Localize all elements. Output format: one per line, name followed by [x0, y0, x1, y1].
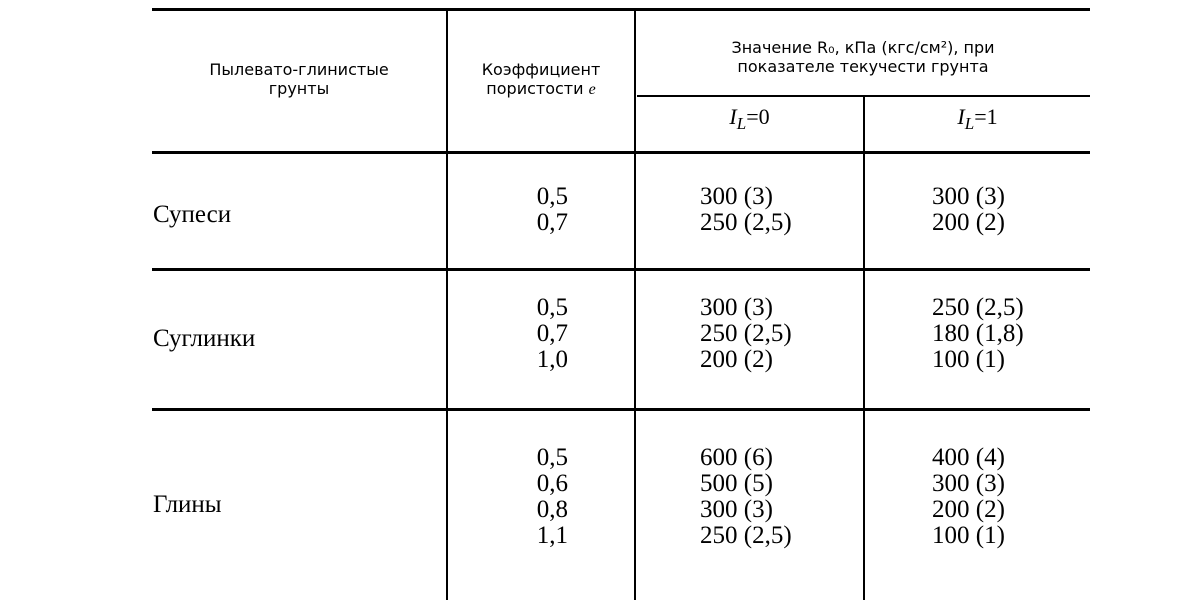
header-soil-type	[152, 60, 446, 98]
header-il1	[865, 104, 1090, 134]
il1-subscript: L	[964, 114, 975, 133]
column-divider	[863, 271, 865, 408]
soil-name: Суглинки	[153, 325, 256, 352]
resistance-value: 250 (2,5)	[700, 209, 792, 236]
column-divider	[634, 154, 636, 268]
header-value-group-line1: Значение R₀, кПа (кгс/см²), при	[731, 38, 995, 57]
porosity-value: 0,8	[536, 496, 568, 523]
header-value-group	[636, 38, 1090, 76]
column-divider	[446, 154, 448, 268]
row-divider	[152, 268, 1090, 271]
il1-values	[932, 445, 1005, 549]
il0-values	[700, 295, 792, 373]
resistance-value: 200 (2)	[700, 346, 773, 373]
porosity-values	[504, 184, 568, 236]
porosity-values	[504, 295, 568, 373]
column-divider	[446, 271, 448, 408]
column-divider	[634, 271, 636, 408]
soil-name: Глины	[153, 491, 222, 518]
resistance-value: 100 (1)	[932, 346, 1005, 373]
porosity-value: 1,0	[536, 346, 568, 373]
resistance-value: 300 (3)	[932, 470, 1005, 497]
il0-symbol: I	[729, 104, 737, 129]
porosity-value: 0,5	[536, 444, 568, 471]
row-divider	[152, 408, 1090, 411]
porosity-value: 0,6	[536, 470, 568, 497]
header-porosity-symbol: e	[588, 81, 596, 98]
resistance-value: 250 (2,5)	[932, 294, 1024, 321]
il1-symbol: I	[957, 104, 965, 129]
column-divider	[446, 411, 448, 600]
il0-values	[700, 184, 792, 236]
resistance-value: 100 (1)	[932, 522, 1005, 549]
resistance-value: 200 (2)	[932, 496, 1005, 523]
porosity-value: 0,7	[536, 320, 568, 347]
resistance-value: 300 (3)	[700, 294, 773, 321]
header-soil-type-line2: грунты	[268, 79, 330, 98]
porosity-value: 1,1	[536, 522, 568, 549]
resistance-value: 200 (2)	[932, 209, 1005, 236]
header-bottom-rule	[152, 151, 1090, 154]
resistance-value: 300 (3)	[932, 183, 1005, 210]
il1-values	[932, 295, 1024, 373]
column-divider	[863, 154, 865, 268]
il0-values	[700, 445, 792, 549]
resistance-value: 180 (1,8)	[932, 320, 1024, 347]
header-value-group-line2: показателе текучести грунта	[737, 57, 989, 76]
porosity-value: 0,5	[536, 183, 568, 210]
il1-values	[932, 184, 1005, 236]
resistance-value: 300 (3)	[700, 496, 773, 523]
header-porosity	[448, 60, 634, 99]
porosity-value: 0,7	[536, 209, 568, 236]
resistance-value: 250 (2,5)	[700, 522, 792, 549]
il0-subscript: L	[736, 114, 747, 133]
resistance-value: 400 (4)	[932, 444, 1005, 471]
header-il0	[636, 104, 863, 134]
header-soil-type-line1: Пылевато-глинистые	[209, 60, 389, 79]
il1-value: =1	[974, 104, 998, 129]
soil-name: Супеси	[153, 201, 232, 228]
column-divider	[634, 411, 636, 600]
porosity-values	[504, 445, 568, 549]
column-divider	[863, 411, 865, 600]
resistance-value: 500 (5)	[700, 470, 773, 497]
table-top-rule	[152, 8, 1090, 11]
header-porosity-line2	[448, 79, 634, 99]
porosity-value: 0,5	[536, 294, 568, 321]
resistance-value: 250 (2,5)	[700, 320, 792, 347]
header-porosity-line1: Коэффициент	[481, 60, 601, 79]
resistance-value: 300 (3)	[700, 183, 773, 210]
il0-value: =0	[746, 104, 770, 129]
header-porosity-word: пористости	[486, 79, 584, 98]
resistance-value: 600 (6)	[700, 444, 773, 471]
